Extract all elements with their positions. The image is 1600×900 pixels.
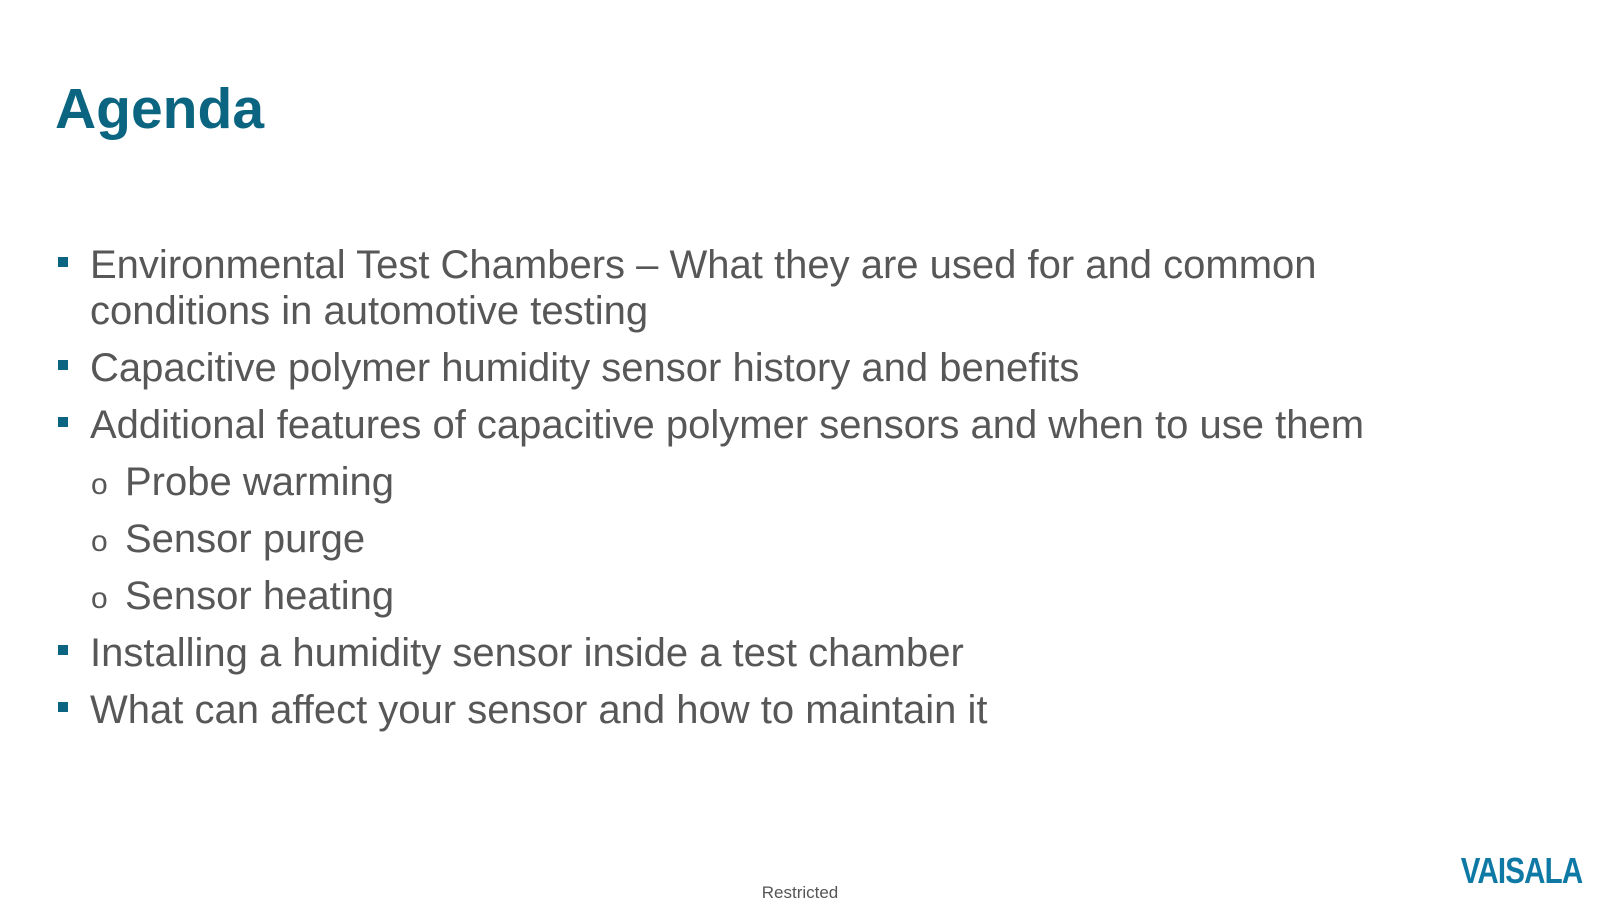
agenda-subitem <box>55 459 1505 505</box>
agenda-item-text: Capacitive polymer humidity sensor history and benefits <box>90 346 1080 390</box>
agenda-item <box>55 242 1505 334</box>
vaisala-logo: VAISALA <box>1460 850 1582 891</box>
agenda-list <box>55 242 1505 744</box>
square-bullet-icon <box>58 702 68 712</box>
agenda-item <box>55 345 1505 391</box>
agenda-subitem <box>55 573 1505 619</box>
circle-bullet-icon: o <box>91 468 108 501</box>
agenda-subitem-text: Probe warming <box>125 460 395 504</box>
agenda-subitem <box>55 516 1505 562</box>
agenda-item <box>55 402 1505 448</box>
circle-bullet-icon: o <box>91 582 108 615</box>
square-bullet-icon <box>58 417 68 427</box>
agenda-subitem-text: Sensor heating <box>125 574 395 618</box>
square-bullet-icon <box>58 257 68 267</box>
agenda-item <box>55 687 1505 733</box>
agenda-item-text: Additional features of capacitive polymer sensors and when to use them <box>90 403 1365 447</box>
slide-title: Agenda <box>55 77 265 141</box>
square-bullet-icon <box>58 360 68 370</box>
square-bullet-icon <box>58 645 68 655</box>
agenda-item-text: What can affect your sensor and how to maintain it <box>90 688 988 732</box>
agenda-item-text: Installing a humidity sensor inside a test chamber <box>90 631 964 675</box>
agenda-item-text: Environmental Test Chambers – What they are used for and common conditions in automotive testing <box>90 243 1317 333</box>
classification-label: Restricted <box>761 883 839 900</box>
circle-bullet-icon: o <box>91 525 108 558</box>
agenda-subitem-text: Sensor purge <box>125 517 366 561</box>
agenda-item <box>55 630 1505 676</box>
